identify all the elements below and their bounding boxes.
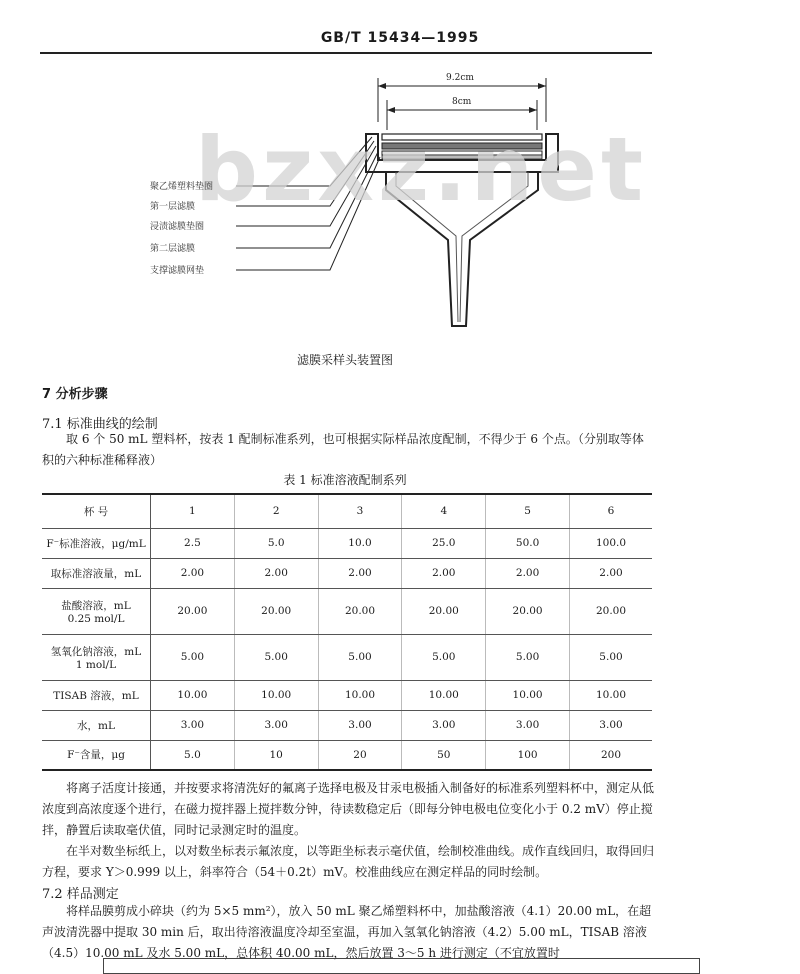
table-cell: 100 bbox=[486, 740, 570, 770]
table-cell: 20.00 bbox=[486, 588, 570, 634]
label-first-filter: 第一层滤膜 bbox=[150, 202, 196, 212]
table-cell: 3.00 bbox=[569, 710, 652, 740]
standard-solution-table bbox=[42, 493, 652, 771]
dim-92-arrow-left bbox=[378, 83, 386, 89]
section-7-title: 7 分析步骤 bbox=[42, 387, 108, 402]
table-row bbox=[42, 740, 652, 770]
table-cell: 5.00 bbox=[486, 634, 570, 680]
table-cell: 5.00 bbox=[318, 634, 402, 680]
table-cell: 2.5 bbox=[151, 528, 235, 558]
watermark: bzxz.net bbox=[195, 118, 648, 221]
row-label: 取标准溶液量，mL bbox=[42, 558, 151, 588]
table-cell: 10.00 bbox=[234, 680, 318, 710]
table-cell: 5.00 bbox=[569, 634, 652, 680]
dim-8-arrow-left bbox=[387, 107, 395, 113]
table-row bbox=[42, 528, 652, 558]
row-label: 盐酸溶液，mL 0.25 mol/L bbox=[42, 588, 151, 634]
table-cell: 10.00 bbox=[486, 680, 570, 710]
section-7-1-paragraph: 取 6 个 50 mL 塑料杯，按表 1 配制标准系列，也可根据实际样品浓度配制，不得少于 6 个点。（分别取等体积的六种标准稀释液） bbox=[42, 432, 644, 467]
table-cell: 5.00 bbox=[234, 634, 318, 680]
table-cell: 50 bbox=[402, 740, 486, 770]
section-7-2-title: 7.2 样品测定 bbox=[42, 887, 119, 902]
table-cell: 100.0 bbox=[569, 528, 652, 558]
table-cell: 10.00 bbox=[151, 680, 235, 710]
dim-label-outer: 9.2cm bbox=[446, 73, 474, 83]
table-cell: 200 bbox=[569, 740, 652, 770]
table-cell: 3.00 bbox=[402, 710, 486, 740]
table-cell: 5.00 bbox=[402, 634, 486, 680]
table-cell: 3.00 bbox=[486, 710, 570, 740]
table-cell: 10.0 bbox=[318, 528, 402, 558]
row-label: TISAB 溶液，mL bbox=[42, 680, 151, 710]
table-header-row bbox=[42, 494, 652, 528]
table-row bbox=[42, 710, 652, 740]
calibration-curve-paragraph: 在半对数坐标纸上，以对数坐标表示氟浓度，以等距坐标表示毫伏值，绘制校准曲线。成作直线回归，取得回归方程，要求 Y＞0.999 以上，斜率符合（54＋0.2t）mV。校准曲线应在测定样品的同时绘制。 bbox=[42, 844, 655, 879]
table-header-cell: 6 bbox=[569, 494, 652, 528]
table-cell: 20 bbox=[318, 740, 402, 770]
table-row bbox=[42, 680, 652, 710]
table-cell: 20.00 bbox=[151, 588, 235, 634]
table-header-cell: 3 bbox=[318, 494, 402, 528]
label-support-mesh: 支撑滤膜网垫 bbox=[150, 266, 205, 276]
label-pe-gasket: 聚乙烯塑料垫圈 bbox=[150, 182, 214, 192]
table-cell: 10.00 bbox=[318, 680, 402, 710]
row-label: F⁻含量，μg bbox=[42, 740, 151, 770]
table-1-caption: 表 1 标准溶液配制系列 bbox=[283, 473, 407, 487]
figure-caption: 滤膜采样头装置图 bbox=[296, 353, 393, 367]
row-label: F⁻标准溶液，μg/mL bbox=[42, 528, 151, 558]
row-label: 水，mL bbox=[42, 710, 151, 740]
table-cell: 20.00 bbox=[402, 588, 486, 634]
table-cell: 5.00 bbox=[151, 634, 235, 680]
table-header-cell: 4 bbox=[402, 494, 486, 528]
section-7-1-title: 7.1 标准曲线的绘制 bbox=[42, 417, 158, 432]
dim-8-arrow-right bbox=[529, 107, 537, 113]
label-impregnated-gasket: 浸渍滤膜垫圈 bbox=[150, 222, 205, 232]
table-header-cell: 2 bbox=[234, 494, 318, 528]
header-rule bbox=[40, 52, 652, 54]
standard-number: GB/T 15434—1995 bbox=[320, 30, 480, 46]
table-cell: 20.00 bbox=[569, 588, 652, 634]
table-header-cup-no: 杯 号 bbox=[42, 494, 151, 528]
section-7-2-paragraph: 将样品膜剪成小碎块（约为 5×5 mm²），放入 50 mL 聚乙烯塑料杯中，加盐酸溶液（4.1）20.00 mL，在超声波清洗器中提取 30 min 后，取出待溶液温度冷却至室温，再加入氢氧化钠溶液（4.2）5.00 mL，TISAB 溶液（4.5）10.00 mL 及水 5.00 mL，总体积 40.00 mL，然后放置 3～5 h 进行测定（不宜放置时 bbox=[42, 904, 652, 960]
table-cell: 5.0 bbox=[234, 528, 318, 558]
table-cell: 25.0 bbox=[402, 528, 486, 558]
table-cell: 10 bbox=[234, 740, 318, 770]
table-row bbox=[42, 634, 652, 680]
table-header-cell: 1 bbox=[151, 494, 235, 528]
row-label: 氢氧化钠溶液，mL 1 mol/L bbox=[42, 634, 151, 680]
table-cell: 20.00 bbox=[234, 588, 318, 634]
table-cell: 5.0 bbox=[151, 740, 235, 770]
table-cell: 3.00 bbox=[234, 710, 318, 740]
table-row bbox=[42, 558, 652, 588]
table-cell: 2.00 bbox=[234, 558, 318, 588]
table-cell: 3.00 bbox=[151, 710, 235, 740]
table-cell: 50.0 bbox=[486, 528, 570, 558]
bottom-frame bbox=[103, 958, 700, 974]
table-cell: 10.00 bbox=[569, 680, 652, 710]
label-second-filter: 第二层滤膜 bbox=[150, 244, 196, 254]
table-cell: 2.00 bbox=[486, 558, 570, 588]
dim-92-arrow-right bbox=[538, 83, 546, 89]
table-cell: 2.00 bbox=[318, 558, 402, 588]
electrode-procedure-paragraph: 将离子活度计接通，并按要求将清洗好的氟离子选择电极及甘汞电极插入制备好的标准系列塑料杯中，测定从低浓度到高浓度逐个进行，在磁力搅拌器上搅拌数分钟，待读数稳定后（即每分钟电极电位变化小于 0.2 mV）停止搅拌，静置后读取毫伏值，同时记录测定时的温度。 bbox=[42, 781, 655, 837]
table-cell: 2.00 bbox=[402, 558, 486, 588]
table-cell: 2.00 bbox=[569, 558, 652, 588]
table-header-cell: 5 bbox=[486, 494, 570, 528]
table-cell: 2.00 bbox=[151, 558, 235, 588]
table-cell: 10.00 bbox=[402, 680, 486, 710]
table-row bbox=[42, 588, 652, 634]
table-cell: 20.00 bbox=[318, 588, 402, 634]
dim-label-inner: 8cm bbox=[452, 97, 472, 107]
table-cell: 3.00 bbox=[318, 710, 402, 740]
